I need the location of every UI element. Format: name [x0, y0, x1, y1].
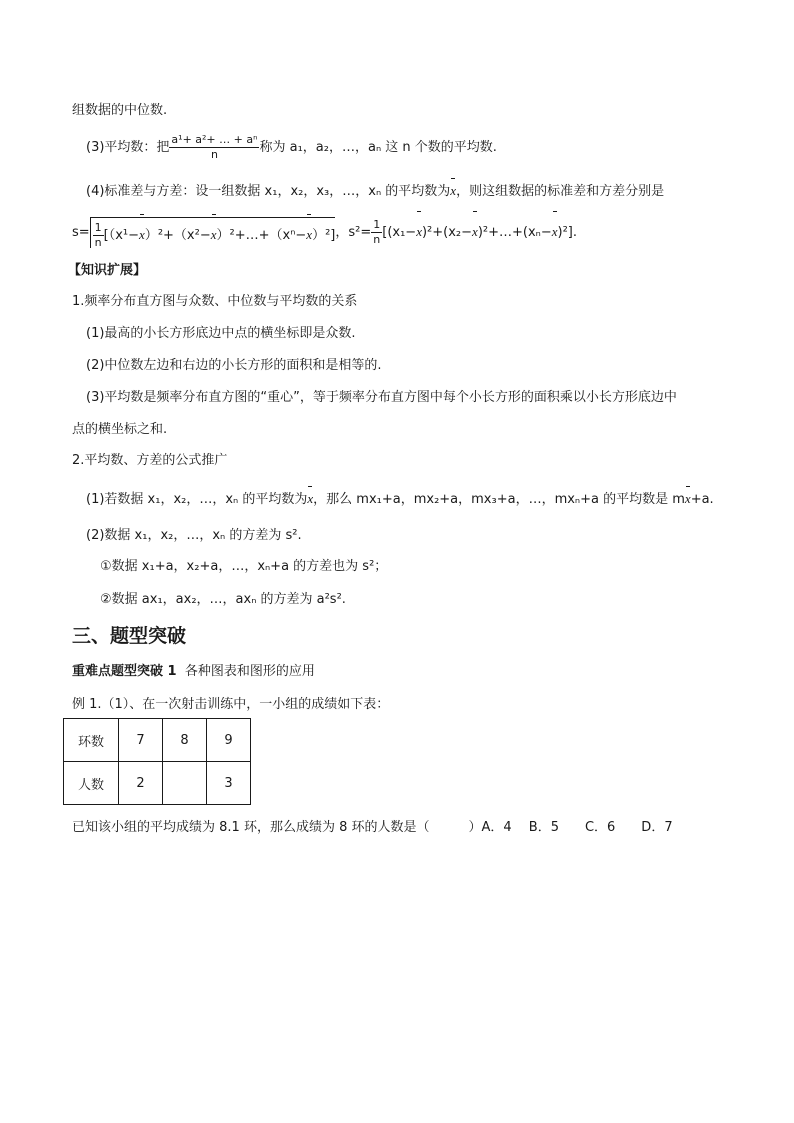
ext1-item-3: (3)平均数是频率分布直方图的“重心”，等于频率分布直方图中每个小长方形的面积乘以小长方形底边中 [86, 390, 677, 405]
table-cell: 8 [163, 719, 207, 762]
table-cell: 9 [207, 719, 251, 762]
intro-end-text: 组数据的中位数. [72, 103, 168, 118]
focus-title: 各种图表和图形的应用 [184, 664, 315, 679]
table-cell: 人数 [64, 762, 119, 805]
table-row [64, 762, 251, 805]
mean-label: (3)平均数：把 [86, 140, 170, 155]
std-formula: s= $\frac{1}{n}$ [（x¹−x）²+（x²−x）²+…+（xⁿ−x）²]，s²= $\frac{1}{n}$ [(x₁−x)²+(x₂−x)²+…+(xₙ−x)²]. [72, 215, 577, 250]
mean-numerator: a¹+ a²+ … + aⁿ [171, 133, 258, 146]
question-text: 已知该小组的平均成绩为 8.1 环，那么成绩为 8 环的人数是（ ）A．4 B．5 C．6 D．7 [72, 820, 673, 835]
ext1-title: 1.频率分布直方图与众数、中位数与平均数的关系 [72, 294, 358, 309]
ext2-item-2: (2)数据 x₁，x₂，…，xₙ 的方差为 s². [86, 528, 302, 543]
mean-tail: 称为 a₁，a₂，…，aₙ 这 n 个数的平均数. [259, 140, 497, 155]
ext1-item-2: (2)中位数左边和右边的小长方形的面积和是相等的. [86, 358, 382, 373]
std-definition [86, 182, 664, 201]
std-label: (4)标准差与方差：设一组数据 x₁，x₂，x₃，…，xₙ 的平均数为 [86, 184, 451, 199]
mean-definition [86, 132, 497, 164]
focus-label: 重难点题型突破 1 [72, 664, 177, 679]
table-cell: 3 [207, 762, 251, 805]
table-cell: 2 [119, 762, 163, 805]
table-cell [163, 762, 207, 805]
mean-fraction [169, 133, 259, 162]
ext2-sub-2: ②数据 ax₁，ax₂，…，axₙ 的方差为 a²s². [100, 592, 346, 607]
knowledge-extension-title: 【知识扩展】 [68, 263, 147, 278]
mean-denominator: n [210, 148, 218, 161]
ext2-sub-1: ①数据 x₁+a，x₂+a，…，xₙ+a 的方差也为 s²； [100, 559, 388, 574]
table-cell: 7 [119, 719, 163, 762]
ext1-item-1: (1)最高的小长方形底边中点的横坐标即是众数. [86, 326, 356, 341]
focus-heading [72, 663, 315, 681]
std-tail: ，则这组数据的标准差和方差分别是 [456, 184, 665, 199]
sqrt-symbol: $\frac{1}{n}$ [（x¹−x）²+（x²−x）²+…+（xⁿ−x）²] [90, 217, 336, 248]
example-1: 例 1.（1）、在一次射击训练中，一小组的成绩如下表： [72, 697, 390, 712]
ext2-item-1: (1)若数据 x₁，x₂，…，xₙ 的平均数为x，那么 mx₁+a，mx₂+a，mx₃+a，…，mxₙ+a 的平均数是 mx+a. [86, 491, 714, 507]
section-heading: 三、题型突破 [72, 625, 187, 647]
ext1-item-3-cont: 点的横坐标之和. [72, 422, 168, 437]
score-table [63, 718, 251, 805]
table-row [64, 719, 251, 762]
xbar-symbol: x [450, 183, 457, 198]
table-cell: 环数 [64, 719, 119, 762]
ext2-title: 2.平均数、方差的公式推广 [72, 453, 228, 468]
